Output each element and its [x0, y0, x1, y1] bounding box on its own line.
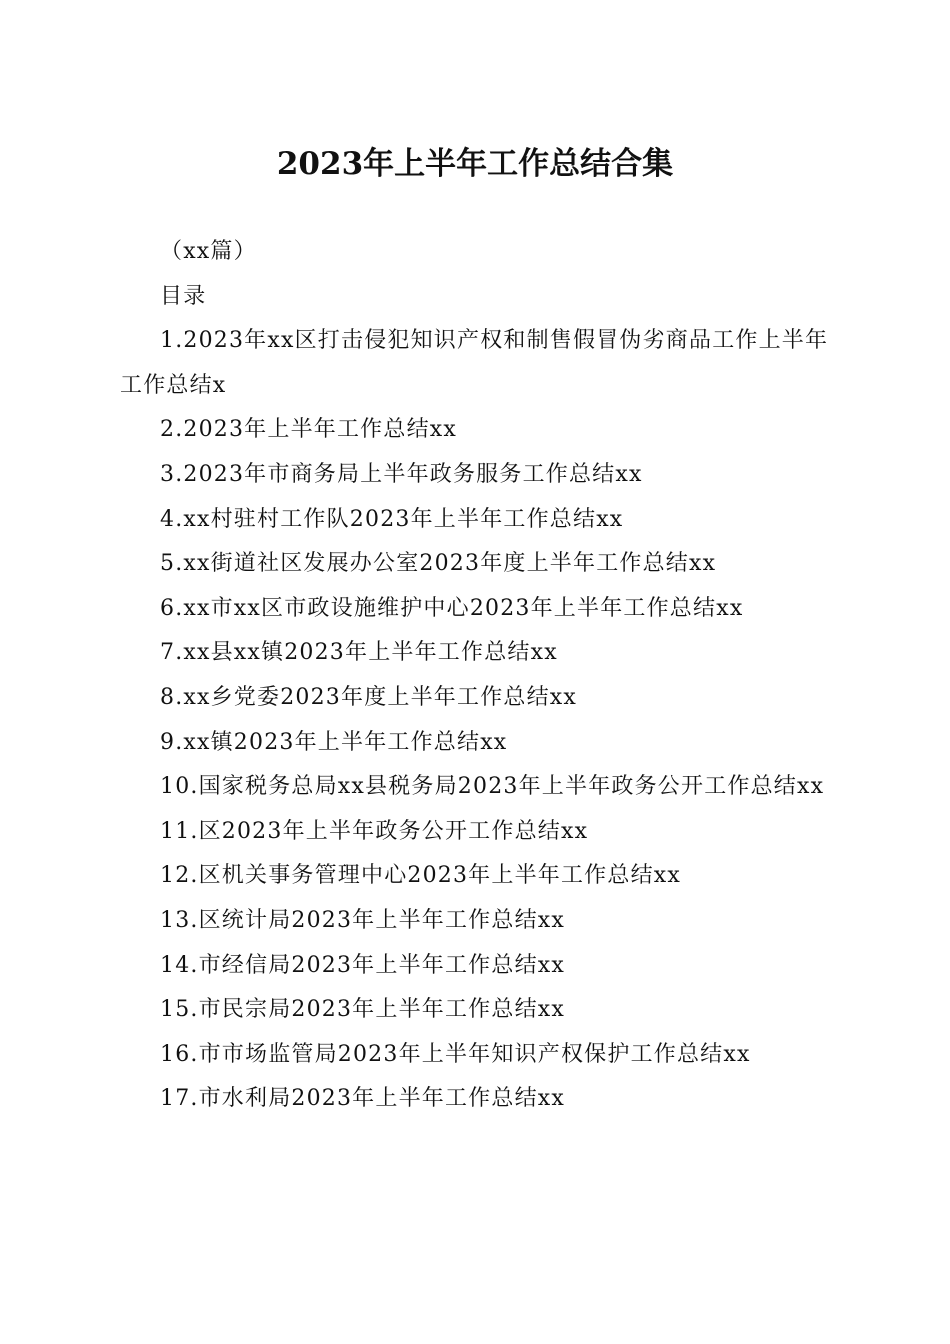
toc-item: 15.市民宗局2023年上半年工作总结xx	[160, 997, 565, 1023]
toc-item: 1.2023年xx区打击侵犯知识产权和制售假冒伪劣商品工作上半年工作总结x	[120, 328, 829, 398]
toc-item: 13.区统计局2023年上半年工作总结xx	[160, 907, 565, 933]
toc-item: 12.区机关事务管理中心2023年上半年工作总结xx	[160, 863, 681, 889]
subtitle: （xx篇）	[160, 239, 257, 264]
toc-item: 11.区2023年上半年政务公开工作总结xx	[160, 818, 589, 844]
toc-item: 14.市经信局2023年上半年工作总结xx	[160, 952, 565, 978]
toc-item: 16.市市场监管局2023年上半年知识产权保护工作总结xx	[160, 1041, 751, 1067]
toc-heading: 目录	[160, 283, 207, 309]
page-title: 2023年上半年工作总结合集	[276, 146, 674, 182]
toc-item: 4.xx村驻村工作队2023年上半年工作总结xx	[160, 506, 624, 532]
toc-item: 10.国家税务总局xx县税务局2023年上半年政务公开工作总结xx	[160, 774, 825, 800]
toc-item: 8.xx乡党委2023年度上半年工作总结xx	[160, 684, 578, 710]
toc-item: 9.xx镇2023年上半年工作总结xx	[160, 729, 508, 755]
toc-item: 3.2023年市商务局上半年政务服务工作总结xx	[160, 461, 643, 487]
document-body	[120, 230, 830, 1122]
toc-item: 17.市水利局2023年上半年工作总结xx	[160, 1086, 565, 1112]
toc-item: 7.xx县xx镇2023年上半年工作总结xx	[160, 640, 558, 666]
toc-item: 2.2023年上半年工作总结xx	[160, 417, 457, 443]
toc-item: 5.xx街道社区发展办公室2023年度上半年工作总结xx	[160, 551, 717, 577]
toc-item: 6.xx市xx区市政设施维护中心2023年上半年工作总结xx	[160, 595, 744, 621]
